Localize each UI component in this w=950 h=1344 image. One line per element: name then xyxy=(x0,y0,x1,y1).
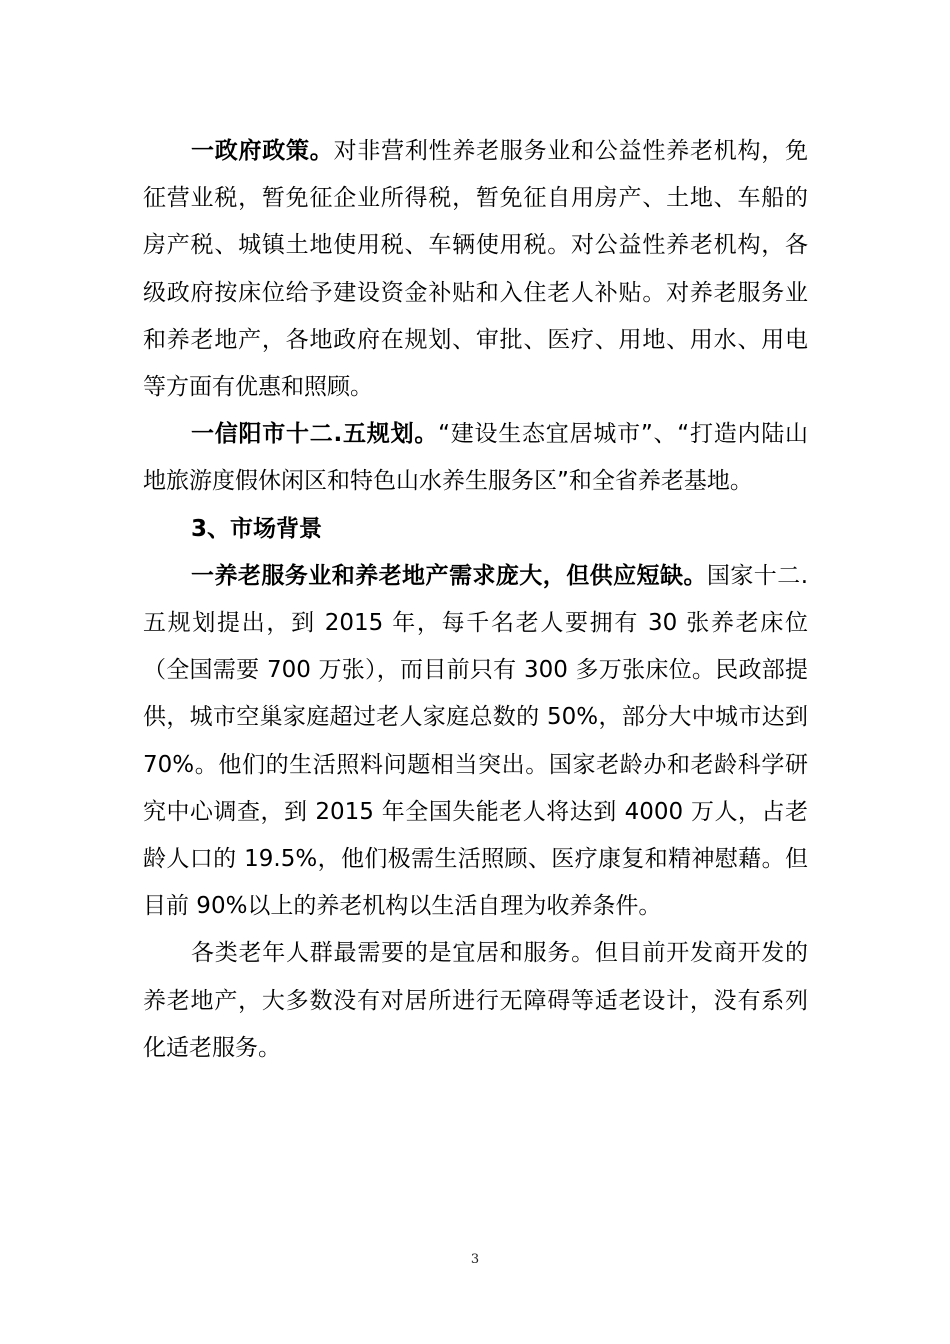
paragraph-text: 国家十二.五规划提出，到 2015 年，每千名老人要拥有 30 张养老床位（全国需要 700 万张），而目前只有 300 多万张床位。民政部提供，城市空巢家庭超过老人家庭总数的 50%，部分大中城市达到 70%。他们的生活照料问题相当突出。国家老龄办和老龄科学研究中心调查，到 2015 年全国失能老人将达到 4000 万人，占老龄人口的 19.5%，他们极需生活照顾、医疗康复和精神慰藉。但目前 90%以上的养老机构以生活自理为收养条件。 xyxy=(143,562,808,920)
paragraph-lead: 一政府政策。 xyxy=(191,138,334,164)
page-number: 3 xyxy=(470,1252,480,1267)
document-body xyxy=(143,128,808,1072)
market-paragraph-needs xyxy=(143,930,808,1072)
market-paragraph-demand xyxy=(143,553,808,931)
policy-paragraph-xinyang-plan xyxy=(143,411,808,505)
paragraph-lead: 一养老服务业和养老地产需求庞大，但供应短缺。 xyxy=(191,562,707,589)
paragraph-text: 各类老年人群最需要的是宜居和服务。但目前开发商开发的养老地产，大多数没有对居所进行无障碍等适老设计，没有系列化适老服务。 xyxy=(143,940,808,1061)
paragraph-text: “建设生态宜居城市”、“打造内陆山地旅游度假休闲区和特色山水养生服务区”和全省养老基地。 xyxy=(143,421,808,495)
paragraph-lead: 一信阳市十二.五规划。 xyxy=(191,421,439,448)
paragraph-text: 对非营利性养老服务业和公益性养老机构，免征营业税，暂免征企业所得税，暂免征自用房产、土地、车船的房产税、城镇土地使用税、车辆使用税。对公益性养老机构，各级政府按床位给予建设资金补贴和入住老人补贴。对养老服务业和养老地产，各地政府在规划、审批、医疗、用地、用水、用电等方面有优惠和照顾。 xyxy=(143,138,809,401)
policy-paragraph-government xyxy=(143,128,808,411)
section-heading: 3、市场背景 xyxy=(191,515,323,542)
